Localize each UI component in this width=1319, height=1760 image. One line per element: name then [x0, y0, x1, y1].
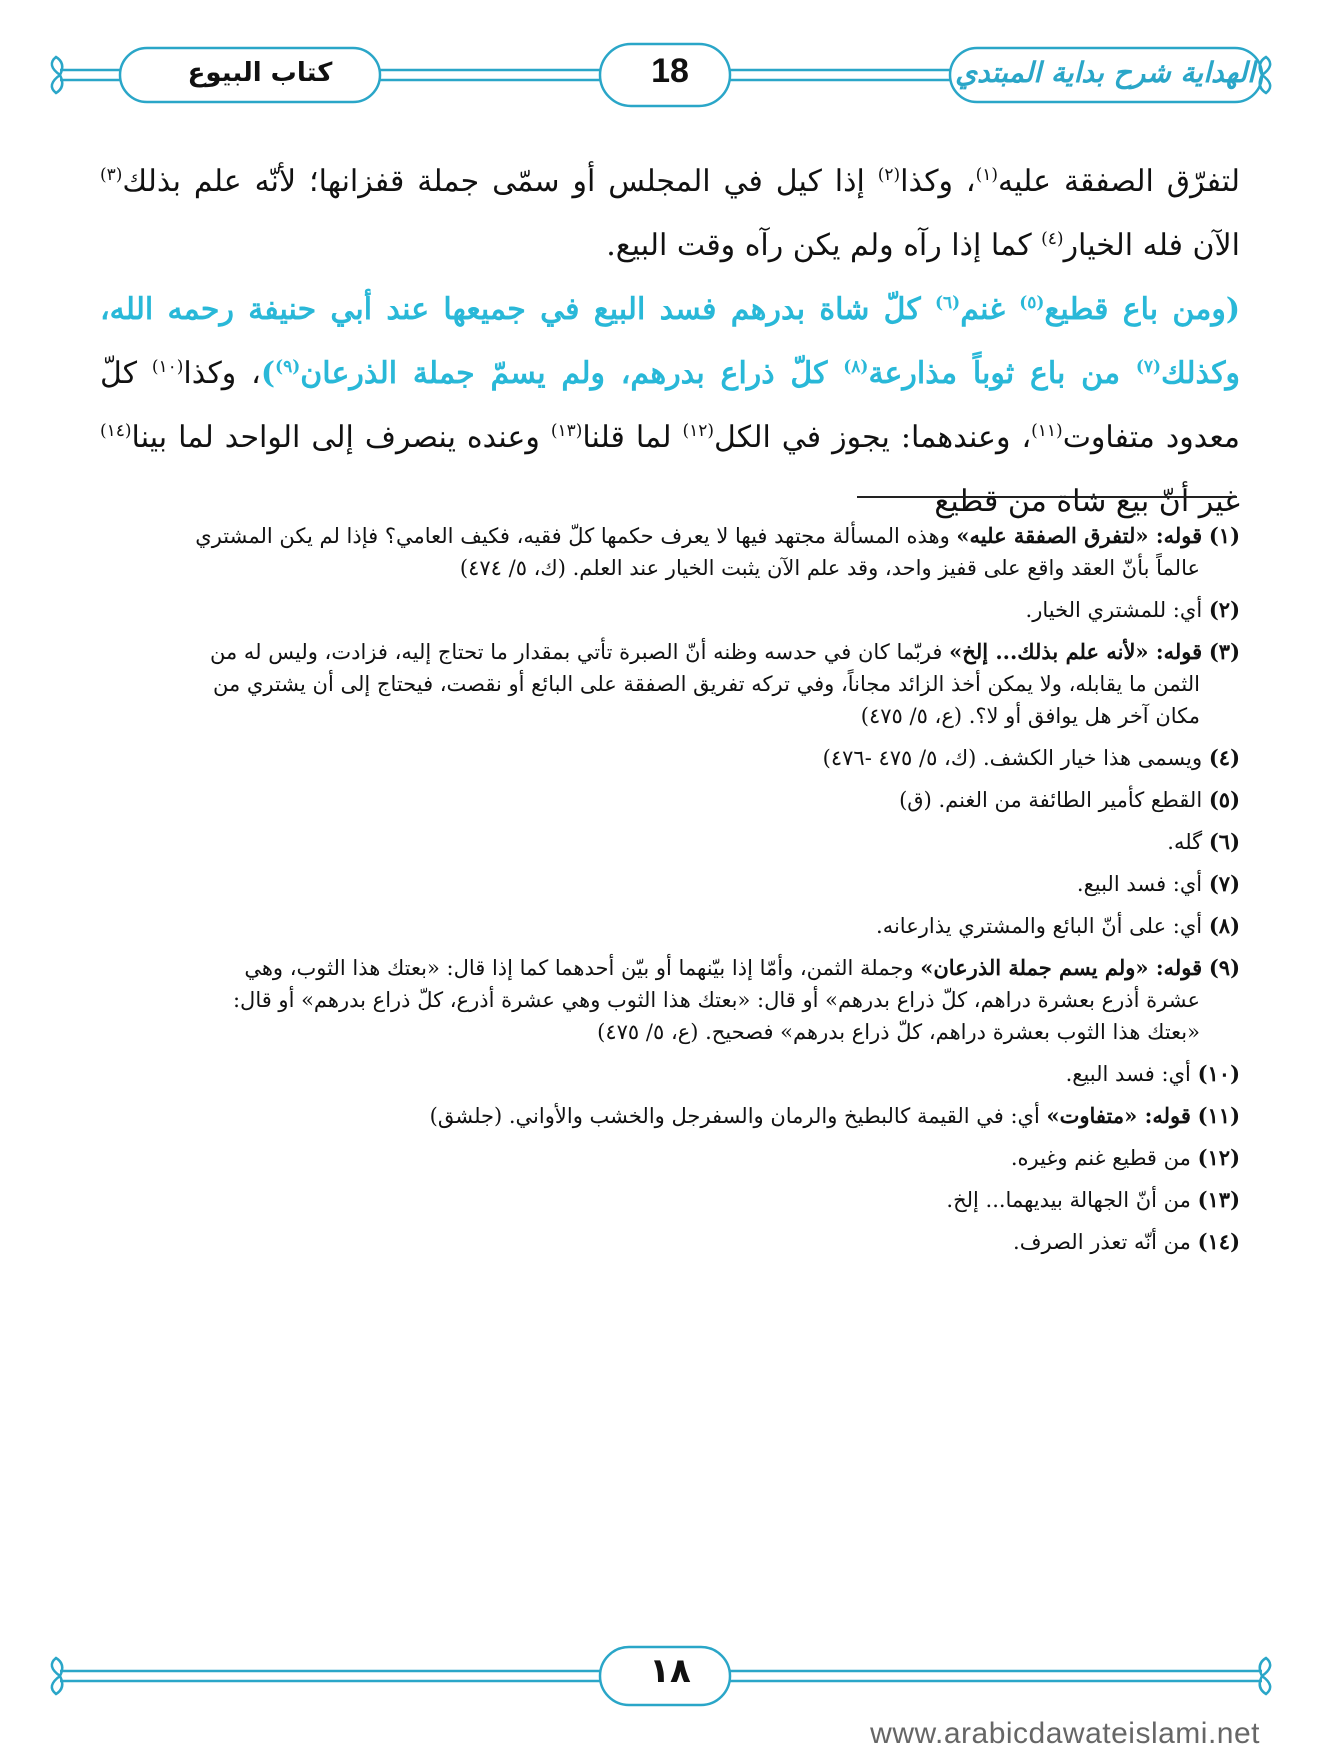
- header-page-number: 18: [651, 52, 689, 90]
- text-run: الآن فله الخيار: [1063, 228, 1240, 263]
- footnote-lead: قوله: «متفاوت»: [1046, 1103, 1191, 1128]
- footnote-number: (١٢): [1197, 1145, 1240, 1170]
- footnote-text: فربّما كان في حدسه وظنه أنّ الصبرة تأتي بمقدار ما تحتاج إليه، فزادت، وليس له من: [209, 640, 950, 664]
- text-run: كلّ معدود متفاوت: [100, 356, 1240, 455]
- footnote-item: [100, 910, 1240, 942]
- footnote-text: أي: للمشتري الخيار.: [1025, 598, 1203, 622]
- footnote-number: (١): [1208, 523, 1240, 548]
- footnote-ref[interactable]: (٤): [1041, 229, 1064, 249]
- footnote-ref[interactable]: (١٠): [151, 357, 184, 377]
- footnote-number: (٧): [1208, 871, 1240, 896]
- paragraph-1: [100, 150, 1240, 278]
- footnote-text: عالماً بأنّ العقد واقع على قفيز واحد، وقد علم الآن يثبت الخيار عند العلم. (ك، ٥/ ٤٧٤): [459, 556, 1200, 580]
- footnote-text: من أنّ الجهالة بيديهما... إلخ.: [946, 1188, 1191, 1212]
- footnote-ref[interactable]: (١١): [1031, 421, 1063, 441]
- footnote-text: ويسمى هذا خيار الكشف. (ك، ٥/ ٤٧٥ -٤٧٦): [822, 746, 1203, 770]
- page-header: [0, 0, 1319, 130]
- footnote-number: (٦): [1208, 829, 1240, 854]
- footnote-item: [100, 826, 1240, 858]
- footnote-text: وهذه المسألة مجتهد فيها لا يعرف حكمها كلّ فقيه، فكيف العامي؟ فإذا لم يكن المشتري: [195, 524, 957, 548]
- footnote-text: «بعتك هذا الثوب بعشرة دراهم، كلّ ذراع بدرهم» فصحيح. (ع، ٥/ ٤٧٥): [597, 1020, 1200, 1044]
- footnote-number: (٤): [1208, 745, 1240, 770]
- book-title: كتاب البيوع: [187, 58, 333, 88]
- footnote-text: الثمن ما يقابله، ولا يمكن أخذ الزائد مجاناً، وفي تركه تفريق الصفقة على البائع أو نقصت، فيحتاج إلى أن يشتري من: [213, 672, 1200, 696]
- footnote-divider: [857, 496, 1237, 498]
- footnote-text: گله.: [1167, 830, 1203, 854]
- text-run: غير أنّ بيع شاة من قطيع: [934, 484, 1240, 519]
- footnote-item: [100, 1142, 1240, 1174]
- footnote-item: [100, 742, 1240, 774]
- text-run: وعنده ينصرف إلى الواحد لما بينا: [131, 420, 551, 455]
- footnote-ref[interactable]: (١٤): [100, 421, 132, 441]
- text-run: ، وكذا: [183, 356, 261, 391]
- text-run: ، وكذا: [900, 164, 976, 199]
- footnote-text: القطع كأمير الطائفة من الغنم. (ق): [899, 788, 1203, 812]
- series-logo: الهداية شرح بداية المبتدي: [955, 56, 1255, 89]
- matn-text: ): [260, 356, 276, 391]
- footnote-item: [100, 1100, 1240, 1132]
- footnote-ref[interactable]: (٩): [275, 357, 301, 377]
- footnote-item: [100, 784, 1240, 816]
- footnote-number: (٩): [1208, 955, 1240, 980]
- matn-text: من باع ثوباً مذارعة: [868, 356, 1136, 391]
- text-run: ، وعندهما: يجوز في الكل: [714, 420, 1032, 455]
- footnote-item: [100, 1226, 1240, 1258]
- footnote-text: مكان آخر هل يوافق أو لا؟. (ع، ٥/ ٤٧٥): [860, 704, 1200, 728]
- footnote-text: وجملة الثمن، وأمّا إذا بيّنهما أو بيّن أحدهما كما إذا قال: «بعتك هذا الثوب، وهي: [244, 956, 921, 980]
- footnote-text: عشرة أذرع بعشرة دراهم، كلّ ذراع بدرهم» أو قال: «بعتك هذا الثوب وهي عشرة أذرع، كلّ ذراع بدرهم» أو قال:: [232, 988, 1200, 1012]
- footnote-item: [100, 952, 1240, 1048]
- footnote-lead: قوله: «لأنه علم بذلك... إلخ»: [949, 639, 1203, 664]
- text-run: إذا كيل في المجلس أو سمّى جملة قفزانها؛ لأنّه علم بذلك: [122, 164, 878, 199]
- footnotes: [100, 520, 1240, 1258]
- footnote-text: أي: على أنّ البائع والمشتري يذارعانه.: [876, 914, 1203, 938]
- footnote-number: (١٠): [1197, 1061, 1240, 1086]
- main-text: [100, 150, 1240, 534]
- footnote-ref[interactable]: (١٣): [550, 421, 583, 441]
- footnote-ref[interactable]: (٢): [877, 165, 901, 185]
- footnote-text: من قطيع غنم وغيره.: [1010, 1146, 1191, 1170]
- footnote-number: (١١): [1197, 1103, 1240, 1128]
- footnote-text: أي: فسد البيع.: [1065, 1062, 1191, 1086]
- footnote-ref[interactable]: (٣): [100, 165, 123, 185]
- footnote-number: (١٣): [1197, 1187, 1240, 1212]
- footnote-number: (١٤): [1197, 1229, 1240, 1254]
- footnote-ref[interactable]: (٥): [1019, 293, 1045, 313]
- text-run: لتفرّق الصفقة عليه: [998, 164, 1240, 199]
- matn-text: (ومن باع قطيع: [1044, 292, 1241, 327]
- footnote-item: [100, 636, 1240, 732]
- footnote-lead: قوله: «ولم يسم جملة الذرعان»: [920, 955, 1203, 980]
- footer-page-number: ١٨: [649, 1651, 691, 1691]
- footnote-text: من أنّه تعذر الصرف.: [1013, 1230, 1191, 1254]
- footnote-number: (٣): [1208, 639, 1240, 664]
- text-run: كما إذا رآه ولم يكن رآه وقت البيع.: [606, 228, 1042, 263]
- footnote-lead: قوله: «لتفرق الصفقة عليه»: [956, 523, 1203, 548]
- page-footer: [0, 1635, 1319, 1715]
- footnote-item: [100, 1184, 1240, 1216]
- footnote-item: [100, 868, 1240, 900]
- footnote-text: أي: فسد البيع.: [1076, 872, 1203, 896]
- footnote-ref[interactable]: (١): [975, 165, 999, 185]
- website-watermark[interactable]: www.arabicdawateislami.net: [870, 1717, 1260, 1750]
- footnote-item: [100, 1058, 1240, 1090]
- matn-text: غنم: [960, 292, 1020, 327]
- footnote-item: [100, 520, 1240, 584]
- footnote-ref[interactable]: (٨): [843, 357, 869, 377]
- footnote-number: (٨): [1208, 913, 1240, 938]
- text-run: لما قلنا: [582, 420, 683, 455]
- footnote-number: (٥): [1208, 787, 1240, 812]
- footnote-item: [100, 594, 1240, 626]
- footnote-number: (٢): [1208, 597, 1240, 622]
- footnote-text: أي: في القيمة كالبطيخ والرمان والسفرجل والخشب والأواني. (جلشق): [429, 1104, 1047, 1128]
- footnote-ref[interactable]: (٦): [934, 293, 961, 313]
- matn-text: كلّ شاة بدرهم فسد البيع في جميعها عند أبي حنيفة رحمه الله، وكذلك: [100, 292, 1240, 391]
- matn-text: كلّ ذراع بدرهم، ولم يسمّ جملة الذرعان: [300, 356, 844, 391]
- footnote-ref[interactable]: (٧): [1135, 357, 1162, 377]
- footnote-ref[interactable]: (١٢): [682, 421, 715, 441]
